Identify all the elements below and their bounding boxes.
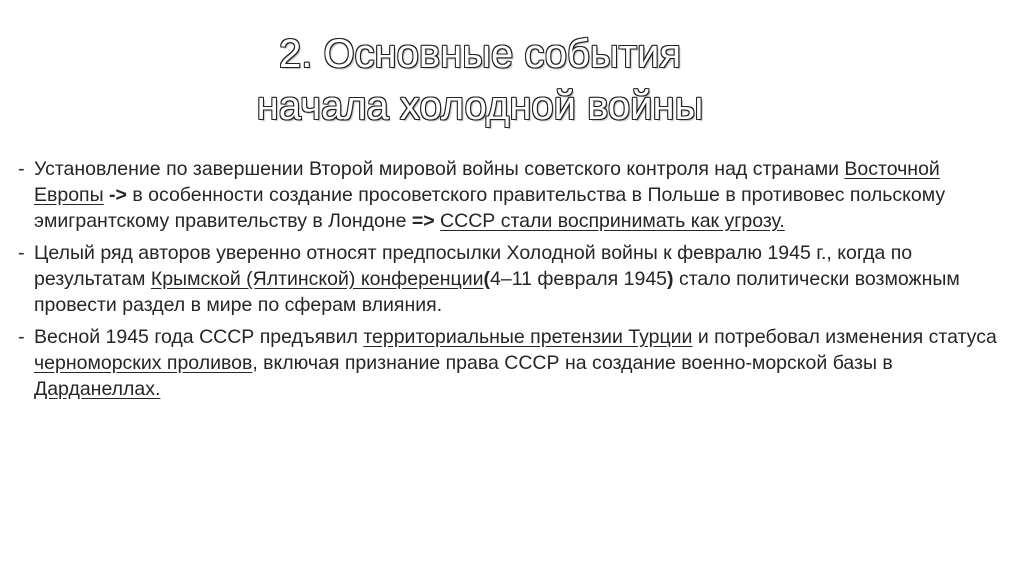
bullet-text-part: стало политически возможным провести раздел в мире по сферам влияния.: [34, 268, 960, 316]
bullet-text-part: Установление по завершении Второй мировой войны советского контроля над странами: [34, 158, 845, 180]
link-eastern-europe[interactable]: Восточной Европы: [34, 158, 940, 206]
arrow-symbol: ->: [103, 184, 127, 206]
paren-open: (: [483, 268, 490, 290]
bullet-text-part: Целый ряд авторов уверенно относят предпосылки Холодной войны к февралю 1945 г., когда по результатам: [34, 242, 913, 290]
bullet-text: [34, 156, 1008, 234]
bullet-text: [34, 240, 1008, 318]
paren-close: ): [667, 268, 674, 290]
bullet-dash: -: [18, 158, 25, 180]
implication-arrow: =>: [411, 210, 435, 232]
link-black-sea-straits[interactable]: черноморских проливов: [34, 352, 253, 374]
bullet-dash: -: [18, 326, 25, 348]
bullet-text-part: в особенности создание просоветского правительства в Польше в противовес польскому эмигрантскому правительству в Лондоне: [34, 184, 946, 232]
bullet-text: [34, 324, 1008, 402]
link-ussr-threat[interactable]: СССР стали воспринимать как угрозу.: [440, 210, 785, 232]
bullet-text-part: , включая признание права СССР на создание военно-морской базы в: [252, 352, 893, 374]
bullet-item: [18, 156, 1008, 234]
bullet-list: [18, 156, 1008, 408]
bullet-text-part: 4–11 февраля 1945: [490, 268, 668, 290]
link-yalta-conference[interactable]: Крымской (Ялтинской) конференции: [150, 268, 484, 290]
bullet-item: [18, 240, 1008, 318]
link-dardanelles[interactable]: Дарданеллах.: [34, 378, 161, 400]
link-turkey-claims[interactable]: территориальные претензии Турции: [363, 326, 693, 348]
slide-title-line-2: начала холодной войны: [256, 84, 704, 128]
bullet-item: [18, 324, 1008, 402]
slide-title-line-1: 2. Основные события: [278, 32, 682, 76]
bullet-text-part: и потребовал изменения статуса: [692, 326, 997, 348]
bullet-text-part: Весной 1945 года СССР предъявил: [34, 326, 364, 348]
slide-title: [170, 28, 790, 132]
bullet-dash: -: [18, 242, 25, 264]
